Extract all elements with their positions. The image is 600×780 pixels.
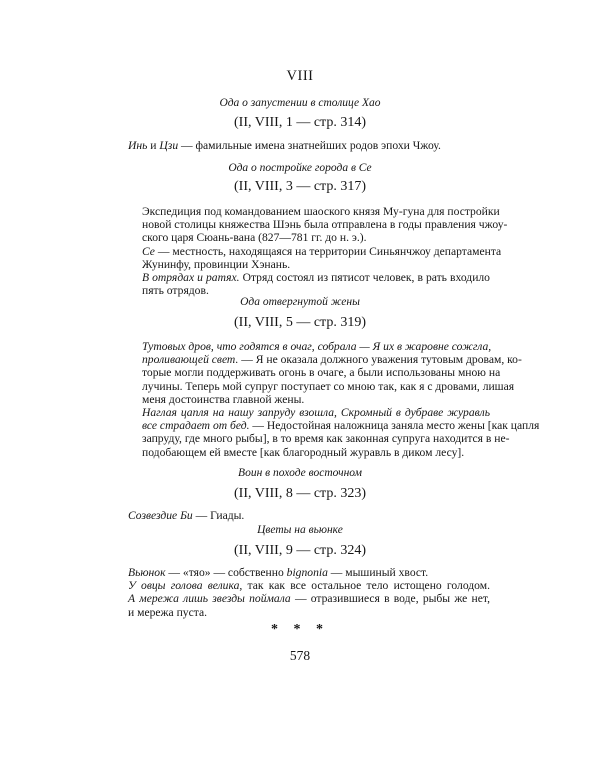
ode-reference: (II, VIII, 9 — стр. 324) [234, 543, 366, 558]
page-number: 578 [289, 648, 311, 663]
ode-title: Ода о постройке города в Се [228, 162, 372, 174]
note-paragraph: А мережа лишь звезды поймала — отразившиеся в воде, рыбы же нет, и мережа пуста. [128, 592, 490, 619]
ode-title: Ода отвергнутой жены [240, 296, 360, 308]
ode-title: Воин в походе восточном [238, 467, 362, 479]
ode-reference: (II, VIII, 1 — стр. 314) [234, 115, 366, 130]
note-paragraph: У овцы голова велика, так как все остальное тело истощено голодом. [128, 579, 490, 593]
ode-title: Ода о запустении в столице Хао [219, 97, 381, 109]
term: Созвездие Би [128, 509, 193, 522]
term: Цзи [159, 139, 179, 152]
note-paragraph: Се — местность, находящаяся на территории Синьянчжоу департамента Жунинфу, провинции Хэнань. [142, 244, 502, 271]
note-paragraph: Инь и Цзи — фамильные имена знатнейших родов эпохи Чжоу. [128, 139, 441, 152]
note-block [128, 566, 490, 619]
section-heading: VIII [286, 68, 314, 84]
note-paragraph: Созвездие Би — Гиады. [128, 509, 245, 522]
note-paragraph: В отрядах и ратях. Отряд состоял из пятисот человек, в рать входило пять отрядов. [142, 271, 490, 298]
ode-reference: (II, VIII, 8 — стр. 323) [234, 486, 366, 501]
ode-reference: (II, VIII, 3 — стр. 317) [234, 179, 366, 194]
ode-title: Цветы на вьюнке [257, 524, 343, 536]
term: Инь [128, 139, 148, 152]
note-paragraph: Вьюнок — «тяо» — собственно bignonia — мышиный хвост. [128, 566, 429, 579]
note-paragraph: Наглая цапля на нашу запруду взошла, Скромный в дубраве журавль все страдает от бед. — Недостойная наложница заняла место жены [как цапля запруду, где много рыбы], в то время как законная супруга находится в не- подобающем ей вместе [как благородный журавль в диком лесу]. [142, 406, 540, 459]
note-block [128, 205, 508, 298]
ode-reference: (II, VIII, 5 — стр. 319) [234, 315, 366, 330]
note-block [128, 340, 540, 459]
note-paragraph: Тутовых дров, что годятся в очаг, собрала — Я их в жаровне сожгла, проливающей свет. — Я не оказала должного уважения тутовым дровам, ко- торые могли поддерживать огонь в очаге, а были использованы мною на лучины. Теперь мой супруг поступает со мною так, как я с дровами, лишая меня достоинства главной жены. [142, 340, 522, 406]
note-paragraph: Экспедиция под командованием шаоского князя Му-гуна для постройки новой столицы княжества Шэнь была отправлена в годы правления чжоу- ского царя Сюань-вана (827—781 гг. до н. э.). [142, 205, 508, 245]
section-divider-stars: * * * [271, 622, 329, 637]
